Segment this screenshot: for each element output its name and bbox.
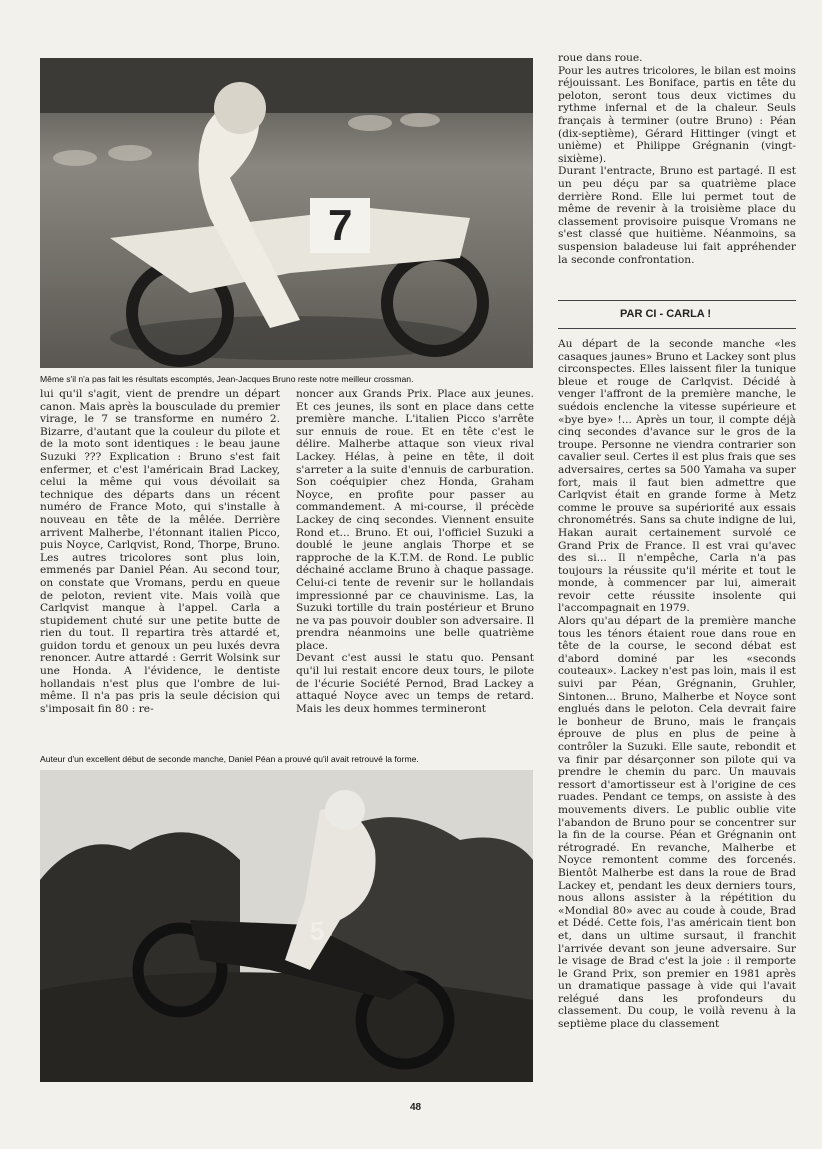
- top-photo: [40, 58, 533, 368]
- article-column-1: [40, 388, 280, 748]
- article-column-2: [296, 388, 534, 748]
- article-column-3-bottom: [558, 338, 796, 1088]
- bottom-photo-caption: Auteur d'un excellent début de seconde manche, Daniel Péan a prouvé qu'il avait retrouvé la forme.: [40, 754, 419, 764]
- article-column-3-top: [558, 52, 796, 290]
- paragraph: Devant c'est aussi le statu quo. Pensant qu'il lui restait encore deux tours, le pilote de l'écurie Société Pernod, Brad Lackey a attaqué Noyce avec un temps de retard. Mais les deux hommes termineront: [296, 652, 534, 715]
- bottom-photo: [40, 770, 533, 1082]
- section-rule-bottom: [558, 328, 796, 329]
- bottom-bike-number: 5: [310, 916, 325, 946]
- paragraph: Durant l'entracte, Bruno est partagé. Il est un peu déçu par sa quatrième place derrière Rond. Elle lui permet tout de même de revenir à la troisième place du classement provisoire puisque Vromans ne s'est classé que huitième. Néanmoins, sa suspension baladeuse lui fait appréhender la seconde confrontation.: [558, 165, 796, 266]
- paragraph: Au départ de la seconde manche «les casaques jaunes» Bruno et Lackey sont plus circonspectes. Elles laissent filer la tunique bleue et rouge de Carlqvist. Décidé à venger l'affront de la première manche, le suédois enclenche la vitesse supérieure et «bye bye» !... Après un tour, il compte déjà cinq secondes d'avance sur le gros de la troupe. Personne ne viendra contrarier son cavalier seul. Certes il est plus frais que ses adversaires, certes sa 500 Yamaha va super fort, mais il faut bien admettre que Carlqvist était en grande forme à Metz comme le prouve sa supériorité aux essais chronométrés. Sans sa chute indigne de lui, Hakan aurait certainement survolé ce Grand Prix de France. Il est vrai qu'avec des si... Il n'empêche, Carla n'a pas toujours la réussite qu'il mérite et tout le monde, à commencer par lui, aimerait revoir cette réussite insolente qui l'accompagnait en 1979.: [558, 338, 796, 615]
- paragraph: noncer aux Grands Prix. Place aux jeunes. Et ces jeunes, ils sont en place dans cette première manche. L'italien Picco s'arrête sur ennuis de roue. Et en tête c'est le délire. Malherbe attaque son vieux rival Lackey. Hélas, à peine en tête, il doit s'arreter a la suite d'ennuis de carburation. Son coéquipier chez Honda, Graham Noyce, en profite pour passer au commandement. A mi-course, il précède Lackey de cinq secondes. Viennent ensuite Rond et... Bruno. Et oui, l'officiel Suzuki a doublé le jeune anglais Thorpe et se rapproche de la K.T.M. de Rond. Le public déchainé acclame Bruno à chaque passage. Celui-ci tente de revenir sur le hollandais impressionné par ce chauvinisme. Las, la Suzuki tortille du train postérieur et Bruno ne va pas pouvoir doubler son adversaire. Il prendra néanmoins une belle quatrième place.: [296, 388, 534, 652]
- paragraph: lui qu'il s'agit, vient de prendre un départ canon. Mais après la bousculade du premier virage, le 7 se transforme en numéro 2. Bizarre, d'autant que la couleur du pilote et de la moto sont identiques : le beau jaune Suzuki ??? Explication : Bruno s'est fait enfermer, et c'est l'américain Brad Lackey, celui la même qui vous dévoilait sa technique des départs dans un récent numéro de France Moto, qui s'installe à nouveau en tête de la mêlée. Derrière arrivent Malherbe, l'étonnant italien Picco, puis Noyce, Carlqvist, Rond, Thorpe, Bruno. Les autres tricolores sont plus loin, emmenés par Daniel Péan. Au second tour, on constate que Vromans, perdu en queue de peloton, revient vite. Mais voilà que Carlqvist manque à l'appel. Carla a stupidement chuté sur une petite butte de rien du tout. Il repartira très attardé et, guidon tordu et genoux un peu luxés devra renoncer. Autre attardé : Gerrit Wolsink sur une Honda. A l'évidence, le dentiste hollandais n'est plus que l'ombre de lui-même. Il n'a pas pris la seule décision qui s'imposait fin 80 : re-: [40, 388, 280, 715]
- paragraph: Alors qu'au départ de la première manche tous les ténors étaient roue dans roue en tête de la course, le second débat est d'abord dominé par les «seconds couteaux». Lackey n'est pas loin, mais il est suivi par Péan, Grégnanin, Gruhler, Sintonen... Bruno, Malherbe et Noyce sont englués dans le peloton. Cela devrait faire le bonheur de Bruno, mais le français éprouve de plus en plus de peine à contrôler la Suzuki. Elle saute, rebondit et va finir par désarçonner son pilote qui va prendre le chemin du parc. Un mauvais ressort d'amortisseur est à l'origine de ces ruades. Pendant ce temps, on assiste à des mouvements divers. Le public oublie vite l'abandon de Bruno pour se concentrer sur la fin de la course. Péan et Grégnanin ont rétrogradé. En revanche, Malherbe et Noyce remontent comme des forcenés. Bientôt Malherbe est dans la roue de Brad Lackey et, pendant les deux derniers tours, nous allons assister à la répétition du «Mondial 80» avec au coude à coude, Brad et Dédé. Cette fois, l'as américain tient bon et, dans un ultime sursaut, il franchit l'arrivée devant son jeune adversaire. Sur le visage de Brad c'est la joie : il remporte le Grand Prix, son premier en 1981 après un dramatique passage à vide qui l'avait relégué dans les profondeurs du classement. Du coup, le voilà revenu à la septième place du classement: [558, 615, 796, 1031]
- section-rule-top: [558, 300, 796, 301]
- paragraph: Pour les autres tricolores, le bilan est moins réjouissant. Les Boniface, partis en tête du peloton, seront tous deux victimes du rythme infernal et de la chaleur. Seuls français à terminer (outre Bruno) : Péan (dix-septième), Gérard Hittinger (vingt et unième) et Philippe Grégnanin (vingt-sixième).: [558, 64, 796, 165]
- top-photo-caption: Même s'il n'a pas fait les résultats escomptés, Jean-Jacques Bruno reste notre meilleur crossman.: [40, 374, 414, 384]
- page-number: 48: [410, 1102, 422, 1113]
- paragraph: roue dans roue.: [558, 52, 643, 64]
- top-bike-number: 7: [328, 201, 353, 250]
- section-heading: PAR CI - CARLA !: [620, 308, 712, 320]
